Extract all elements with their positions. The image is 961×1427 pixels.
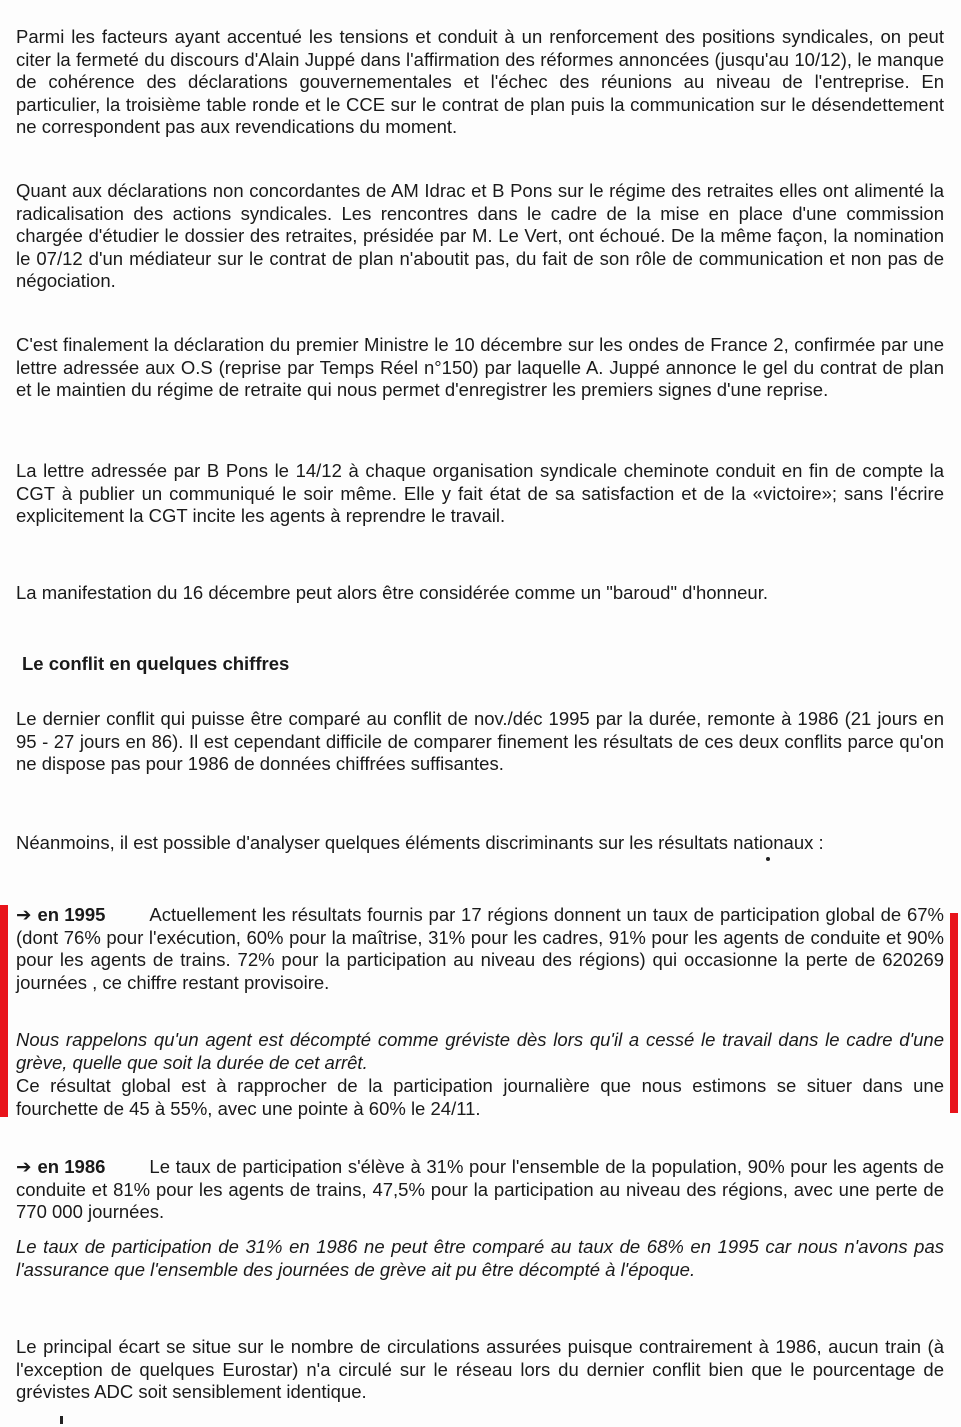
paragraph-letter-pons: La lettre adressée par B Pons le 14/12 à chaque organisation syndicale cheminote conduit en fin de compte la CGT à publier un communiqué le soir même. Elle y fait état de sa satisfaction et de la «victoire»; sans l'écrire explicitement la CGT incite les agents à reprendre le travail.	[16, 460, 944, 527]
paragraph-final: Le principal écart se situe sur le nombre de circulations assurées puisque contrairement à 1986, aucun train (à l'exception de quelques Eurostar) n'a circulé sur le réseau lors du dernier conflit bien que le pourcentage de grévistes ADC soit sensiblement identique.	[16, 1336, 944, 1403]
italic-note-1986: Le taux de participation de 31% en 1986 ne peut être comparé au taux de 68% en 1995 car nous n'avons pas l'assurance que l'ensemble des journées de grève ait pu être décompté à l'époque.	[16, 1236, 944, 1280]
year-label-1986: en 1986	[37, 1156, 106, 1177]
scan-artifact-dot	[766, 857, 770, 861]
text-1995: Actuellement les résultats fournis par 17 régions donnent un taux de participation global de 67% (dont 76% pour l'exécution, 60% pour la maîtrise, 31% pour les cadres, 91% pour les agents de conduite et 90% pour les agents de trains. 72% pour la participation au niveau des régions) qui occasionne la perte de 620269 journées , ce chiffre restant provisoire.	[16, 904, 944, 993]
block-1995	[16, 904, 944, 994]
italic-note-1995: Nous rappelons qu'un agent est décompté comme gréviste dès lors qu'il a cessé le travail dans le cadre d'une grève, quelle que soit la durée de cet arrêt.	[16, 1029, 944, 1073]
section-heading: Le conflit en quelques chiffres	[22, 653, 290, 674]
closing-1995: Ce résultat global est à rapprocher de la participation journalière que nous estimons se situer dans une fourchette de 45 à 55%, avec une pointe à 60% le 24/11.	[16, 1075, 944, 1119]
scan-artifact-mark	[60, 1416, 63, 1424]
arrow-icon: ➔	[16, 904, 32, 925]
left-highlight-bar	[0, 905, 8, 1117]
paragraph-neanmoins: Néanmoins, il est possible d'analyser quelques éléments discriminants sur les résultats nationaux :	[16, 832, 824, 853]
paragraph-declarations: Quant aux déclarations non concordantes de AM Idrac et B Pons sur le régime des retraites elles ont alimenté la radicalisation des actions syndicales. Les rencontres dans le cadre de la mise en place d'une commission chargée d'étudier le dossier des retraites, présidée par M. Le Vert, ont échoué. De la même façon, la nomination le 07/12 d'un médiateur sur le contrat de plan n'aboutit pas, du fait de son rôle de communication et non pas de négociation.	[16, 180, 944, 292]
arrow-icon: ➔	[16, 1156, 32, 1177]
text-1986: Le taux de participation s'élève à 31% pour l'ensemble de la population, 90% pour les agents de conduite et 81% pour les agents de trains, 47,5% pour la participation au niveau des régions, avec une perte de 770 000 journées.	[16, 1156, 944, 1223]
block-1986	[16, 1156, 944, 1224]
paragraph-intro-conflict: Le dernier conflit qui puisse être comparé au conflit de nov./déc 1995 par la durée, remonte à 1986 (21 jours en 95 - 27 jours en 86). Il est cependant difficile de comparer finement les résultats de ces deux conflits parce qu'on ne dispose pas pour 1986 de données chiffrées suffisantes.	[16, 708, 944, 775]
year-label-1995: en 1995	[37, 904, 106, 925]
paragraph-manifestation: La manifestation du 16 décembre peut alors être considérée comme un "baroud" d'honneur.	[16, 582, 768, 603]
paragraph-factors: Parmi les facteurs ayant accentué les tensions et conduit à un renforcement des positions syndicales, on peut citer la fermeté du discours d'Alain Juppé dans l'affirmation des réformes annoncées (jusqu'au 10/12), le manque de cohérence des déclarations gouvernementales et l'échec des réunions au niveau de l'entreprise. En particulier, la troisième table ronde et le CCE sur le contrat de plan puis la communication sur le désendettement ne correspondent pas aux revendications du moment.	[16, 26, 944, 138]
right-highlight-bar	[950, 913, 958, 1113]
paragraph-prime-minister: C'est finalement la déclaration du premier Ministre le 10 décembre sur les ondes de France 2, confirmée par une lettre adressée aux O.S (reprise par Temps Réel n°150) par laquelle A. Juppé annonce le gel du contrat de plan et le maintien du régime de retraite qui nous permet d'enregistrer les premiers signes d'une reprise.	[16, 334, 944, 401]
